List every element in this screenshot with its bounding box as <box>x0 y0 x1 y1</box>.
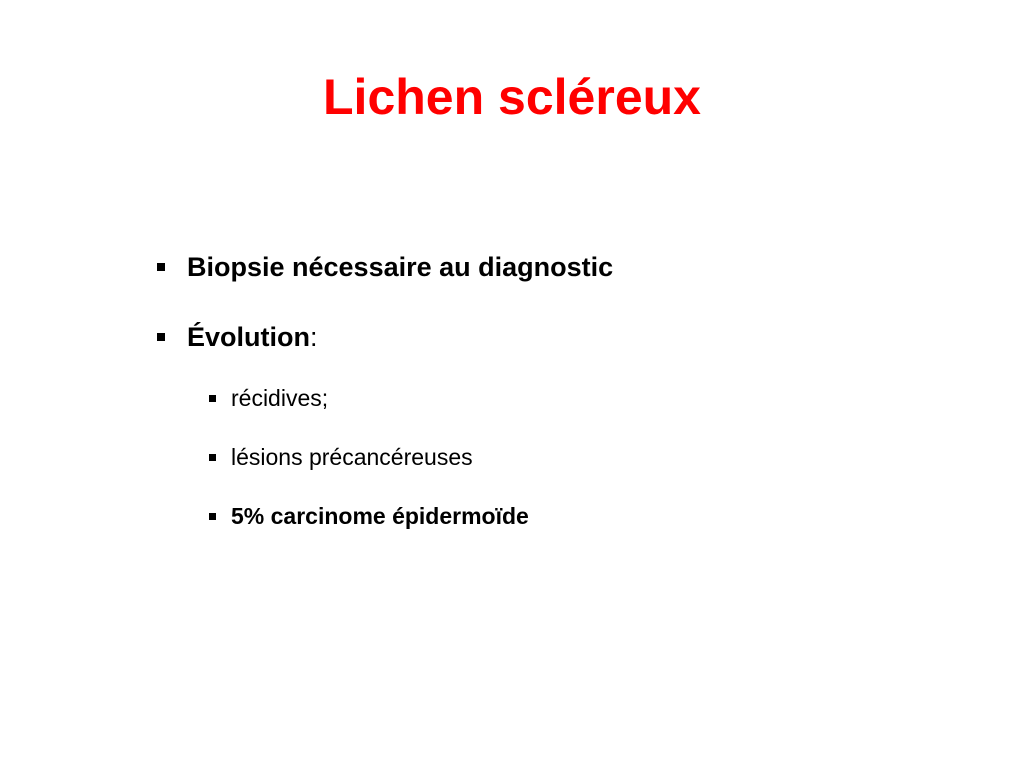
sub-bullet-carcinome-text: 5% carcinome épidermoïde <box>231 503 529 529</box>
bullet-biopsie-text: Biopsie nécessaire au diagnostic <box>187 252 614 282</box>
bullet-evolution <box>157 319 318 355</box>
sub-bullet-lesions <box>209 442 473 472</box>
square-bullet-icon <box>157 333 165 341</box>
bullet-biopsie <box>157 249 613 285</box>
sub-bullet-recidives-text: récidives; <box>231 385 329 411</box>
sub-bullet-lesions-text: lésions précancéreuses <box>231 444 473 470</box>
bullet-evolution-label: Évolution <box>187 322 310 352</box>
square-bullet-icon <box>209 513 216 520</box>
square-bullet-icon <box>209 454 216 461</box>
square-bullet-icon <box>157 263 165 271</box>
sub-bullet-recidives <box>209 383 328 413</box>
sub-bullet-carcinome <box>209 501 529 531</box>
bullet-evolution-colon: : <box>310 322 318 352</box>
square-bullet-icon <box>209 395 216 402</box>
slide-title: Lichen scléreux <box>323 69 701 125</box>
